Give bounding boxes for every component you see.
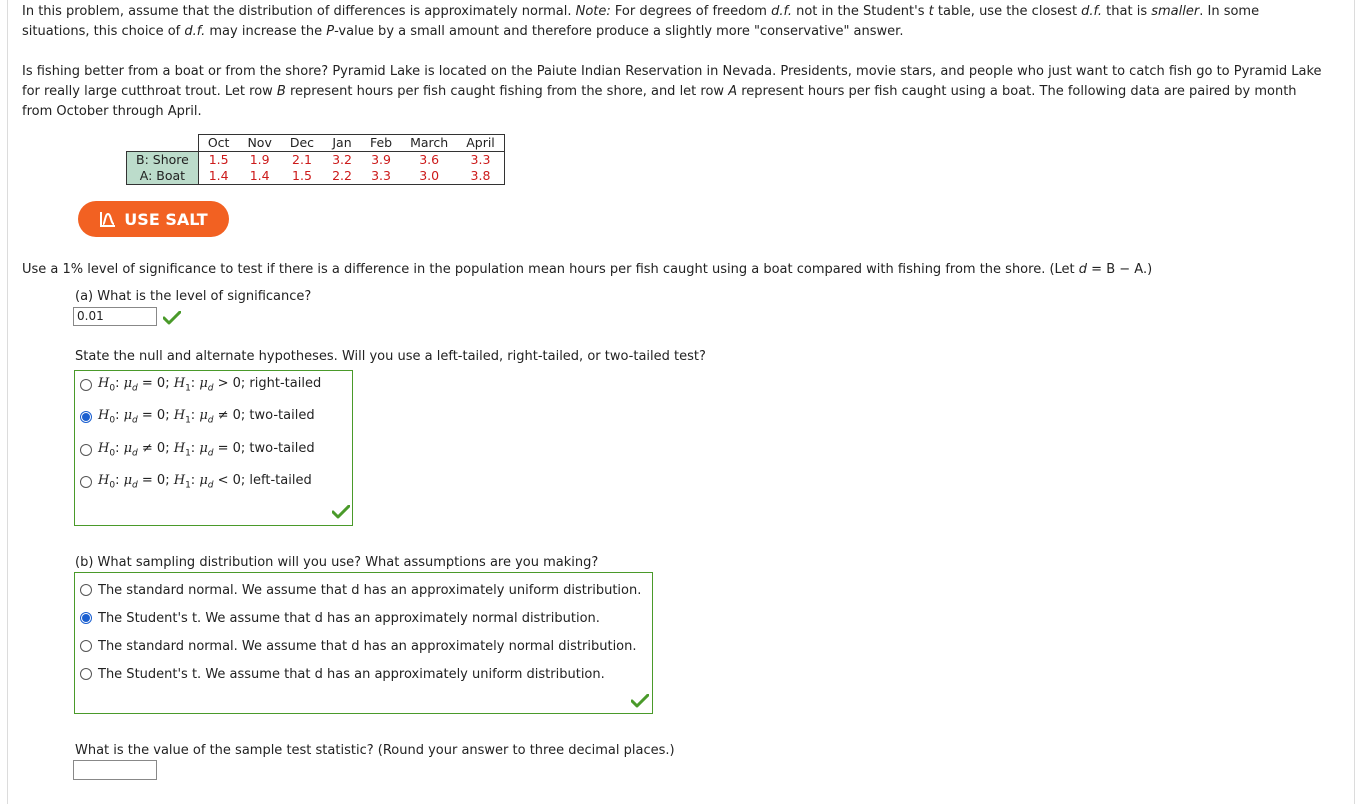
distribution-option[interactable]: The standard normal. We assume that d has an approximately uniform distribution. [80,581,641,599]
problem-paragraph: Is fishing better from a boat or from the shore? Pyramid Lake is located on the Paiute Indian Reservation in Nevada. Presidents, movie stars, and people who just want to catch fish go to Pyramid Lake for really large cutthroat trout. Let row B represent hours per fish caught fishing from the shore, and let row A represent hours per fish caught using a boat. The following data are paired by month from October through April. [22,64,1322,119]
table-cell: 1.5 [281,168,323,185]
table-cell: 1.9 [249,152,270,167]
distribution-answer-box [74,572,653,714]
hypothesis-option-two-tailed-reversed[interactable]: $H_0$: $\mu_d \ne 0$; $H_1$: $\mu_d = 0$; two-tailed [80,441,315,459]
radio-button[interactable] [80,444,92,456]
radio-button[interactable] [80,379,92,391]
test-statistic-question: What is the value of the sample test statistic? (Round your answer to three decimal places.) [75,743,675,758]
table-cell: 3.3 [457,152,504,169]
month-header: Jan [323,135,361,152]
month-header: Feb [361,135,401,152]
table-header-row [127,135,505,152]
radio-button-selected[interactable] [80,411,92,423]
radio-button[interactable] [80,668,92,680]
table-cell: 3.3 [361,168,401,185]
radio-button[interactable] [80,476,92,488]
table-cell: 1.5 [208,152,229,167]
table-cell: 3.2 [332,152,352,167]
hypotheses-answer-box [74,370,353,526]
table-cell: 3.0 [401,168,457,185]
row-label-shore: B: Shore [127,152,199,169]
table-cell: 2.1 [292,152,312,167]
correct-check-icon [332,505,350,519]
significance-answer-input[interactable]: 0.01 [73,307,157,326]
part-b-question: (b) What sampling distribution will you use? What assumptions are you making? [75,555,599,570]
hypothesis-option-left-tailed[interactable]: $H_0$: $\mu_d = 0$; $H_1$: $\mu_d < 0$; left-tailed [80,473,312,491]
hypotheses-question: State the null and alternate hypotheses. Will you use a left-tailed, right-tailed, or two-tailed test? [75,349,706,364]
month-header: Dec [281,135,323,152]
table-cell: 2.2 [323,168,361,185]
distribution-option[interactable]: The standard normal. We assume that d has an approximately normal distribution. [80,637,637,655]
intro-paragraph: In this problem, assume that the distribution of differences is approximately normal. Note: For degrees of freedom d.f. not in the Student's t table, use the closest d.f. that is smaller. In some situations, this choice of d.f. may increase the P-value by a small amount and therefore produce a slightly more "conservative" answer. [22,4,1260,39]
radio-button-selected[interactable] [80,612,92,624]
table-row [127,168,505,185]
distribution-option[interactable]: The Student's t. We assume that d has an approximately uniform distribution. [80,665,605,683]
month-header: Oct [198,135,238,152]
table-cell: 3.8 [457,168,504,185]
table-cell: 1.4 [238,168,280,185]
correct-check-icon [631,694,649,708]
use-salt-button[interactable] [78,201,229,237]
salt-chart-icon [99,210,117,228]
table-cell: 3.6 [419,152,440,167]
use-salt-label: USE SALT [124,209,208,229]
hypothesis-option-right-tailed[interactable]: $H_0$: $\mu_d = 0$; $H_1$: $\mu_d > 0$; right-tailed [80,376,321,394]
radio-button[interactable] [80,640,92,652]
data-table [126,134,505,185]
table-row [127,152,505,169]
month-header: Nov [238,135,280,152]
month-header: March [401,135,457,152]
distribution-option-selected[interactable]: The Student's t. We assume that d has an approximately normal distribution. [80,609,600,627]
row-label-boat: A: Boat [127,168,199,185]
table-cell: 3.9 [371,152,391,167]
correct-check-icon [163,311,181,325]
test-statistic-input[interactable] [73,760,157,780]
table-cell: 1.4 [198,168,238,185]
month-header: April [457,135,504,152]
part-a-question: (a) What is the level of significance? [75,289,312,304]
radio-button[interactable] [80,584,92,596]
significance-instruction: Use a 1% level of significance to test if there is a difference in the population mean hours per fish caught using a boat compared with fishing from the shore. (Let d = B − A.) [22,262,1153,277]
hypothesis-option-two-tailed[interactable]: $H_0$: $\mu_d = 0$; $H_1$: $\mu_d \ne 0$; two-tailed [80,408,315,426]
